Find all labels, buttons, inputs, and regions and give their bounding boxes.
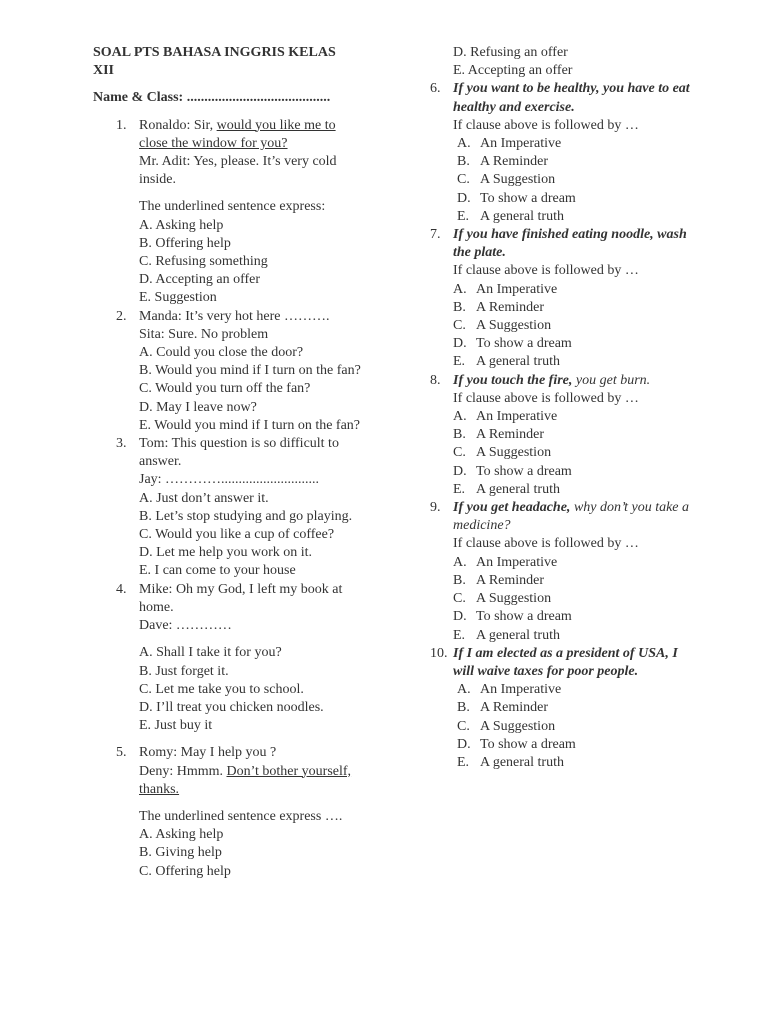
option-letter: D. — [457, 190, 471, 206]
option-text: A general truth — [476, 354, 560, 370]
dialog-line: Tom: This question is so difficult to answer. — [139, 436, 339, 470]
option-letter: C. — [457, 718, 470, 734]
option[interactable] — [453, 444, 690, 462]
option[interactable] — [453, 481, 690, 499]
question-number: 7. — [430, 227, 441, 243]
option-text: An Imperative — [480, 136, 562, 152]
question-4 — [93, 581, 363, 736]
if-clause: If you get headache, — [453, 500, 571, 516]
option[interactable] — [453, 408, 690, 426]
option[interactable]: A. Asking help — [139, 217, 224, 233]
question-number: 9. — [430, 500, 441, 516]
option-text: A Reminder — [480, 700, 549, 716]
name-class-field: Name & Class: ......................................... — [93, 90, 331, 106]
question-number: 2. — [116, 308, 127, 324]
question-number: 8. — [430, 372, 441, 388]
option[interactable]: D. Refusing an offer — [453, 45, 568, 60]
option-text: A Reminder — [480, 154, 549, 170]
option[interactable] — [457, 135, 690, 153]
question-prompt: The underlined sentence express: — [139, 199, 326, 215]
option[interactable]: E. Suggestion — [139, 290, 217, 306]
option[interactable] — [457, 208, 690, 226]
option-letter: B. — [453, 427, 466, 443]
option[interactable]: C. Offering help — [139, 863, 231, 879]
question-prompt: If clause above is followed by … — [453, 536, 639, 552]
option[interactable] — [453, 463, 690, 481]
option-text: A general truth — [476, 627, 560, 643]
option[interactable]: D. I’ll treat you chicken noodles. — [139, 699, 324, 715]
option-text: A general truth — [476, 481, 560, 497]
question-7 — [430, 226, 690, 372]
option-text: A general truth — [480, 208, 564, 224]
options-list — [139, 826, 363, 881]
main-clause: you get burn. — [572, 372, 651, 388]
option[interactable] — [453, 608, 690, 626]
option-text: To show a dream — [476, 609, 572, 625]
question-6 — [430, 80, 690, 226]
question-prompt: If clause above is followed by … — [453, 263, 639, 279]
option-letter: C. — [453, 318, 466, 334]
option[interactable] — [453, 299, 690, 317]
option-letter: E. — [457, 754, 470, 770]
option-text: An Imperative — [480, 682, 562, 698]
option[interactable]: C. Would you turn off the fan? — [139, 381, 311, 397]
option-letter: C. — [457, 172, 470, 188]
option[interactable]: A. Asking help — [139, 827, 224, 843]
option[interactable] — [457, 699, 690, 717]
dialog-text: Deny: Hmmm. — [139, 763, 227, 779]
dialog-text: Ronaldo: Sir, — [139, 117, 217, 133]
question-3 — [93, 435, 363, 581]
dialog-line: Mike: Oh my God, I left my book at home. — [139, 581, 343, 615]
option-letter: E. — [453, 481, 466, 497]
option-text: An Imperative — [476, 281, 558, 297]
main-clause: why don’t you take a medicine? — [453, 500, 690, 534]
dialog-line: Sita: Sure. No problem — [139, 326, 269, 342]
option-text: A Reminder — [476, 427, 545, 443]
option-letter: D. — [457, 736, 471, 752]
option[interactable] — [457, 681, 690, 699]
option-letter: D. — [453, 336, 467, 352]
dialog-line: Dave: ………… — [139, 618, 232, 634]
question-8 — [430, 372, 690, 499]
option[interactable] — [457, 190, 690, 208]
option[interactable] — [453, 590, 690, 608]
option-text: A Suggestion — [480, 172, 556, 188]
option-text: A Suggestion — [476, 445, 552, 461]
question-prompt: The underlined sentence express …. — [139, 808, 343, 824]
question-prompt: If clause above is followed by … — [453, 117, 639, 133]
option[interactable]: B. Just forget it. — [139, 663, 229, 679]
question-number: 3. — [116, 436, 127, 452]
option[interactable]: E. Accepting an offer — [453, 63, 573, 79]
right-column — [430, 44, 690, 772]
option[interactable] — [453, 281, 690, 299]
option-text: An Imperative — [476, 409, 558, 425]
option[interactable]: C. Refusing something — [139, 254, 268, 270]
option[interactable]: A. Shall I take it for you? — [139, 645, 282, 661]
option[interactable]: D. Let me help you work on it. — [139, 545, 313, 561]
option-letter: D. — [453, 463, 467, 479]
document-title: SOAL PTS BAHASA INGGRIS KELAS XII — [93, 45, 336, 79]
if-clause-sentence — [453, 372, 690, 390]
option-text: A general truth — [480, 754, 564, 770]
option[interactable]: D. Accepting an offer — [139, 272, 261, 288]
if-clause: If you touch the fire, — [453, 372, 573, 388]
option-text: To show a dream — [476, 463, 572, 479]
option-letter: C. — [453, 591, 466, 607]
option-text: To show a dream — [476, 336, 572, 352]
option-letter: B. — [453, 299, 466, 315]
option-letter: A. — [457, 136, 471, 152]
option-text: To show a dream — [480, 190, 576, 206]
underlined-sentence: would you like me to close the window for you? — [139, 117, 336, 151]
question-number: 6. — [430, 81, 441, 97]
option-letter: E. — [453, 354, 466, 370]
if-clause-sentence — [453, 499, 690, 535]
option[interactable]: C. Would you like a cup of coffee? — [139, 527, 335, 543]
option[interactable]: B. Let’s stop studying and go playing. — [139, 508, 353, 524]
dialog-line — [139, 763, 363, 799]
question-10 — [430, 645, 690, 772]
option[interactable]: B. Giving help — [139, 845, 222, 861]
option[interactable]: A. Just don’t answer it. — [139, 490, 269, 506]
question-5 — [93, 744, 363, 880]
option[interactable]: A. Could you close the door? — [139, 345, 304, 361]
dialog-line: Jay: …………............................ — [139, 472, 320, 488]
option[interactable]: E. Would you mind if I turn on the fan? — [139, 417, 361, 433]
option[interactable] — [457, 736, 690, 754]
option[interactable] — [457, 754, 690, 772]
underlined-sentence: Don’t bother yourself, thanks. — [139, 763, 352, 797]
if-clause-sentence: If I am elected as a president of USA, I will waive taxes for poor people. — [453, 645, 678, 679]
option-letter: A. — [453, 554, 467, 570]
option-text: A Reminder — [476, 299, 545, 315]
if-clause-sentence: If you have finished eating noodle, wash the plate. — [453, 227, 687, 261]
option[interactable] — [453, 572, 690, 590]
option-letter: E. — [453, 627, 466, 643]
option-letter: B. — [457, 154, 470, 170]
option-letter: B. — [453, 572, 466, 588]
question-number: 4. — [116, 581, 127, 597]
dialog-line — [139, 117, 363, 153]
dialog-line: Manda: It’s very hot here ………. — [139, 308, 330, 324]
option[interactable]: E. I can come to your house — [139, 563, 296, 579]
option-text: A Suggestion — [476, 591, 552, 607]
question-number: 5. — [116, 745, 127, 761]
option-letter: C. — [453, 445, 466, 461]
option[interactable]: B. Offering help — [139, 235, 231, 251]
question-5-continued-options — [430, 44, 690, 80]
question-number: 10. — [430, 645, 448, 661]
question-prompt: If clause above is followed by … — [453, 390, 639, 406]
options-list — [139, 490, 363, 581]
question-1 — [93, 117, 363, 308]
option[interactable] — [453, 627, 690, 645]
option-text: A Suggestion — [480, 718, 556, 734]
option[interactable]: C. Let me take you to school. — [139, 681, 304, 697]
option-text: A Suggestion — [476, 318, 552, 334]
options-list — [139, 217, 363, 308]
option[interactable]: E. Just buy it — [139, 718, 213, 734]
question-number: 1. — [116, 117, 127, 133]
option-letter: E. — [457, 208, 470, 224]
option[interactable] — [453, 353, 690, 371]
option[interactable] — [453, 335, 690, 353]
option-text: To show a dream — [480, 736, 576, 752]
left-column — [93, 44, 363, 881]
option-letter: A. — [453, 281, 467, 297]
options-list — [139, 644, 363, 735]
option[interactable] — [457, 718, 690, 736]
question-9 — [430, 499, 690, 645]
question-2 — [93, 308, 363, 435]
option[interactable]: B. Would you mind if I turn on the fan? — [139, 363, 361, 379]
option[interactable] — [453, 426, 690, 444]
option-text: An Imperative — [476, 554, 558, 570]
option-letter: D. — [453, 609, 467, 625]
if-clause-sentence: If you want to be healthy, you have to eat healthy and exercise. — [453, 81, 690, 115]
option-text: A Reminder — [476, 572, 545, 588]
dialog-line: Romy: May I help you ? — [139, 745, 277, 761]
dialog-line: Mr. Adit: Yes, please. It’s very cold inside. — [139, 154, 337, 188]
option-letter: A. — [457, 682, 471, 698]
options-list — [139, 344, 363, 435]
option[interactable] — [457, 153, 690, 171]
option[interactable] — [453, 317, 690, 335]
option[interactable] — [457, 171, 690, 189]
option-letter: B. — [457, 700, 470, 716]
option[interactable] — [453, 554, 690, 572]
option[interactable]: D. May I leave now? — [139, 399, 257, 415]
option-letter: A. — [453, 409, 467, 425]
